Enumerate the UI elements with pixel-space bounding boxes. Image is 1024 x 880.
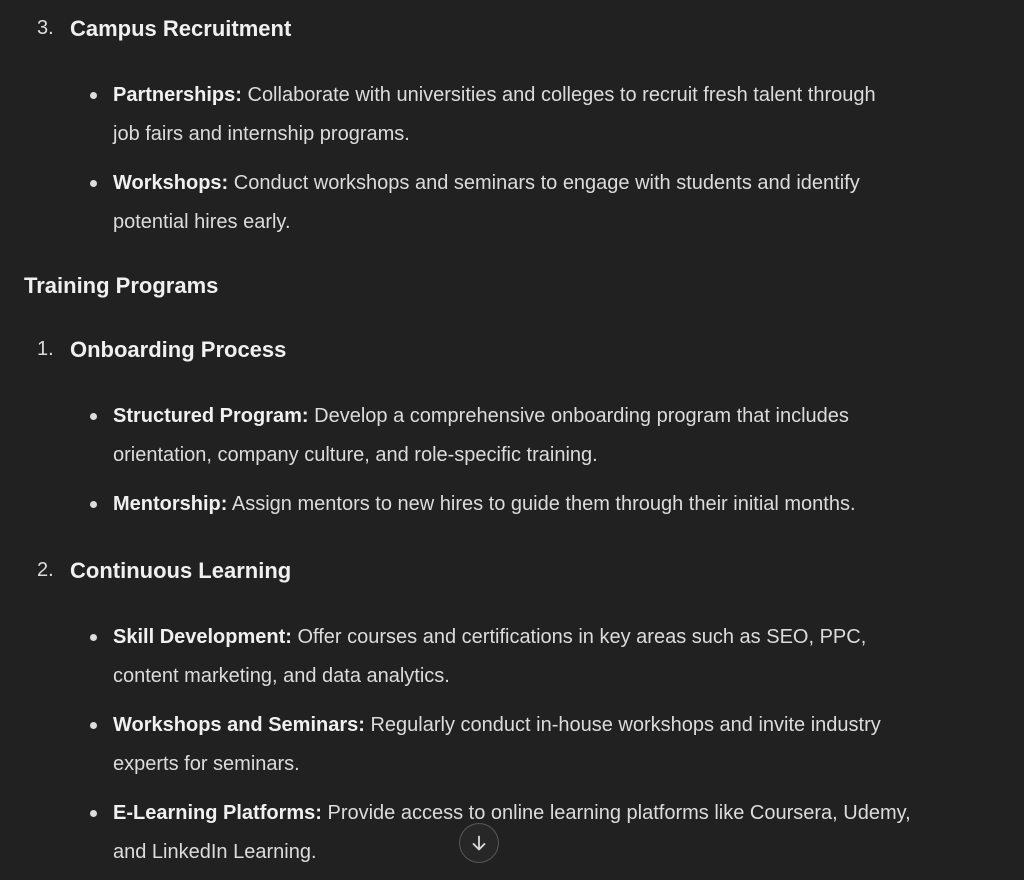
bullet-line: potential hires early. (113, 211, 291, 233)
bullet-text: Regularly conduct in-house workshops and invite industry (364, 714, 881, 736)
list-item-number: 1. (37, 338, 54, 360)
bullet-icon (90, 722, 97, 729)
arrow-down-icon (468, 832, 490, 854)
bullet-lead: Skill Development: (113, 626, 292, 648)
scroll-to-bottom-button[interactable] (459, 823, 499, 863)
bullet-line (113, 485, 1024, 524)
bullet-line (113, 164, 1024, 203)
bullet-line: job fairs and internship programs. (113, 123, 410, 145)
bullet-icon (90, 413, 97, 420)
list-item-title-text: Onboarding Process (70, 337, 287, 362)
bullet-line (113, 618, 1024, 657)
bullet-text: Offer courses and certifications in key areas such as SEO, PPC, (291, 626, 867, 648)
bullet-lead: E-Learning Platforms: (113, 802, 322, 824)
bullet-list (24, 48, 1024, 242)
bullet-icon (90, 180, 97, 187)
bullet-item-workshops (24, 164, 1024, 242)
list-item-number: 2. (37, 559, 54, 581)
bullet-list (24, 369, 1024, 524)
list-item-title (24, 551, 1024, 590)
bullet-text: Collaborate with universities and colleges to recruit fresh talent through (241, 84, 876, 106)
section-heading-training-programs: Training Programs (24, 273, 219, 298)
bullet-line (113, 76, 1024, 115)
bullet-icon (90, 92, 97, 99)
bullet-text: Assign mentors to new hires to guide them through their initial months. (227, 493, 856, 515)
ordered-item-onboarding-process (24, 305, 1024, 524)
bullet-line (113, 397, 1024, 436)
bullet-line: orientation, company culture, and role-specific training. (113, 444, 598, 466)
ordered-list-training-programs (24, 305, 1024, 872)
bullet-line (113, 794, 1024, 833)
bullet-item-workshops-and-seminars (24, 706, 1024, 784)
ordered-item-campus-recruitment (24, 9, 1024, 242)
bullet-lead: Partnerships: (113, 84, 242, 106)
bullet-item-skill-development (24, 618, 1024, 696)
bullet-text: Develop a comprehensive onboarding program that includes (308, 405, 849, 427)
bullet-item-partnerships (24, 76, 1024, 154)
list-item-title (24, 9, 1024, 48)
bullet-icon (90, 501, 97, 508)
ordered-item-continuous-learning (24, 524, 1024, 872)
bullet-line: experts for seminars. (113, 753, 300, 775)
bullet-lead: Mentorship: (113, 493, 228, 515)
bullet-list (24, 590, 1024, 872)
bullet-icon (90, 810, 97, 817)
list-item-number: 3. (37, 17, 54, 39)
bullet-item-e-learning-platforms (24, 794, 1024, 872)
bullet-text: Conduct workshops and seminars to engage with students and identify (228, 172, 860, 194)
list-item-title-text: Continuous Learning (70, 558, 292, 583)
bullet-line: content marketing, and data analytics. (113, 665, 450, 687)
bullet-text: Provide access to online learning platforms like Coursera, Udemy, (321, 802, 911, 824)
bullet-lead: Structured Program: (113, 405, 309, 427)
bullet-line (113, 706, 1024, 745)
bullet-item-mentorship (24, 485, 1024, 524)
bullet-lead: Workshops: (113, 172, 229, 194)
bullet-item-structured-program (24, 397, 1024, 475)
list-item-title (24, 330, 1024, 369)
bullet-icon (90, 634, 97, 641)
bullet-line: and LinkedIn Learning. (113, 841, 317, 863)
list-item-title-text: Campus Recruitment (70, 16, 292, 41)
bullet-lead: Workshops and Seminars: (113, 714, 365, 736)
